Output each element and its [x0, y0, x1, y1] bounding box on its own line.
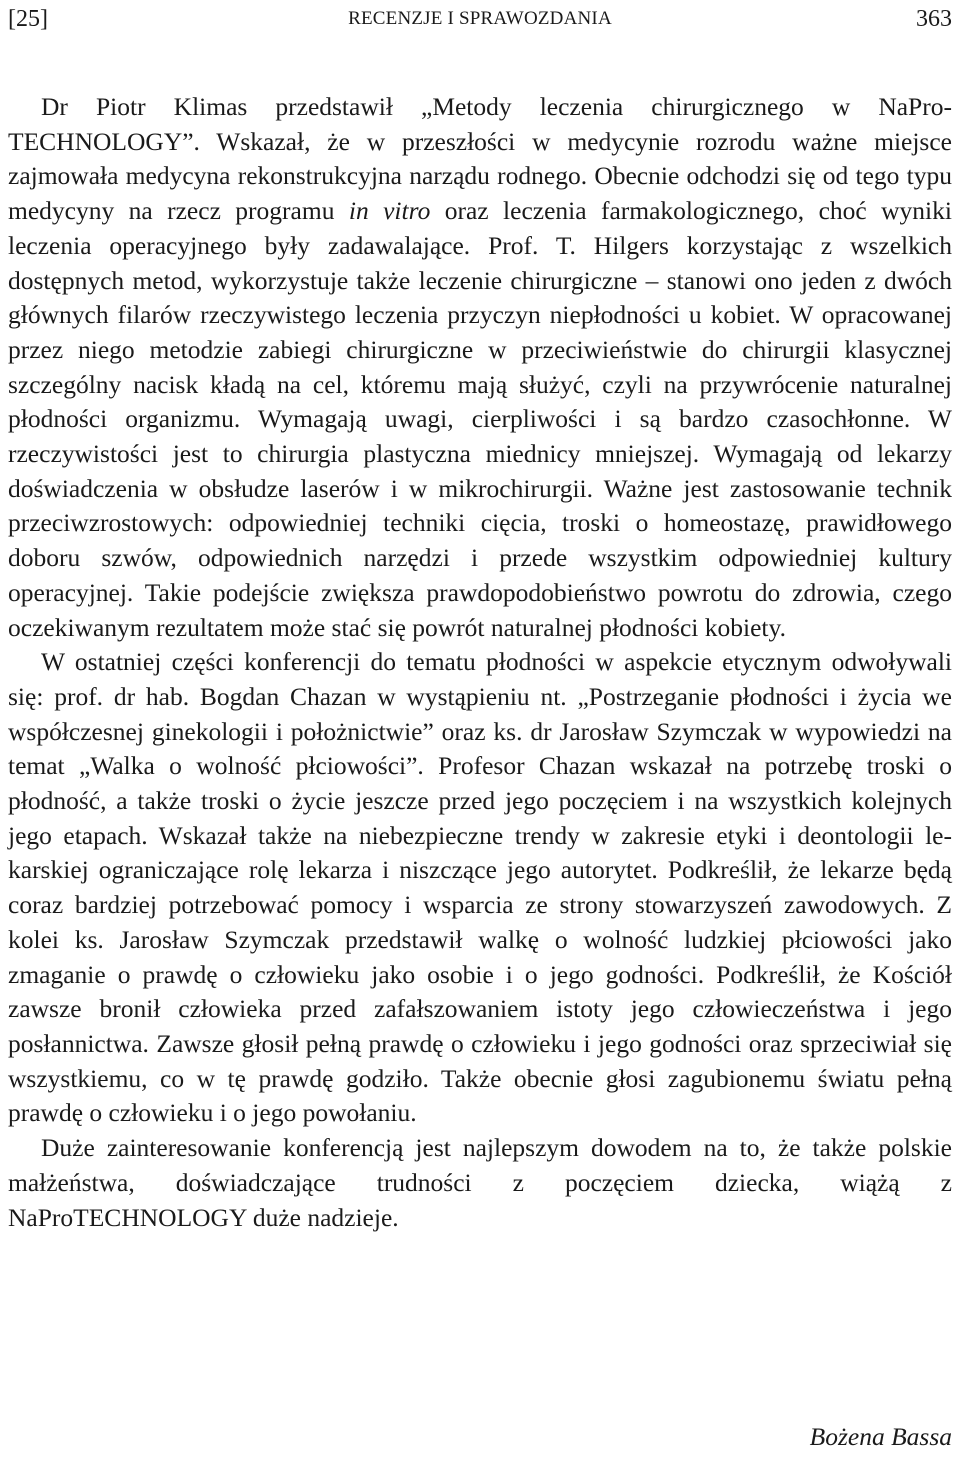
paragraph-2: W ostatniej części konferencji do tematu płodności w aspekcie etycznym odwoływali się: prof. dr hab. Bogdan Chazan w wystąpieniu nt. „Postrzeganie płodności i życia we współczesnej ginekologii i położnictwie” oraz ks. dr Jarosław Szymczak w wypowiedzi na temat „Walka o wolność płciowości”. Profesor Chazan wskazał na potrzebę troski o płodność, a także troski o życie jeszcze przed jego poczęciem i na wszystkich kolejnych jego etapach. Wskazał także na niebezpieczne trendy w zakresie etyki i deontologii lekarskiej ograniczające rolę lekarza i niszczące jego autorytet. Podkreślił, że lekarze będą coraz bardziej potrzebować pomocy i wsparcia ze strony stowarzyszeń zawodowych. Z kolei ks. Jarosław Szymczak przedstawił walkę o wolność ludzkiej płciowości jako zmaganie o prawdę o człowieku jako osobie i o jego godności. Podkreślił, że Kościół zawsze bronił człowieka przed zafałszowaniem istoty jego człowieczeństwa i jego posłannictwa. Zawsze głosił pełną prawdę o człowieku i jego godności oraz sprzeciwiał się wszystkiemu, co w tę prawdę godziło. Także obecnie głosi zagubionemu światu pełną prawdę o człowieku i o jego powołaniu. [8, 647, 952, 1128]
paragraph-3: Duże zainteresowanie konferencją jest najlepszym dowodem na to, że także polskie małżeństwa, doświadczające trudności z poczęciem dziecka, wiążą z NaProTECHNOLOGY duże nadzieje. [8, 1133, 952, 1232]
paragraph-1-rest: oraz leczenia farmakologicznego, choć wyniki leczenia operacyjnego były zadawalające. Prof. T. Hilgers korzystając z wszelkich dostępnych metod, wykorzystuje także leczenie chirurgiczne – stanowi ono jeden z dwóch głównych filarów rzeczywistego leczenia przyczyn niepłodności u kobiet. W opracowanej przez niego metodzie zabiegi chirurgiczne w przeciwieństwie do chirurgii klasycznej szczególny nacisk kładą na cel, któremu mają służyć, czyli na przywrócenie naturalnej płodności organizmu. Wymagają uwagi, cierpliwości i są bardzo czasochłonne. W rzeczywistości jest to chirurgia plastyczna miednicy mniejszej. Wymagają od lekarzy doświadczenia w obsłudze laserów i w mikrochirurgii. Ważne jest zastosowanie technik przeciwzrostowych: odpowiedniej techniki cięcia, troski o homeostazę, prawidłowego doboru szwów, odpowiednich narzędzi i przede wszystkim odpowiedniej kultury operacyjnej. Takie podejście zwiększa prawdopodobieństwo powrotu do zdrowia, czego oczekiwanym rezultatem może stać się powrót naturalnej płodności kobiety. [8, 196, 952, 642]
paragraph-1 [8, 90, 952, 645]
in-vitro-term: in vitro [348, 196, 431, 226]
article-body [8, 90, 952, 1235]
paragraph-1-intro: Dr Piotr Klimas przedstawił „Metody leczenia chirurgicznego w NaProTECHNOLOGY”. Wskazał, że w przeszłości w medycynie rozrodu ważne miejsce zajmowała medycyna rekonstrukcyjna narządu rodnego. Obecnie odchodzi się od tego typu medycyny na rzecz programu [8, 92, 952, 226]
author-signature: Bożena Bassa [809, 1422, 952, 1451]
section-title: RECENZJE I SPRAWOZDANIA [348, 8, 612, 29]
page-number: 363 [916, 6, 952, 32]
section-number: [25] [8, 6, 48, 32]
